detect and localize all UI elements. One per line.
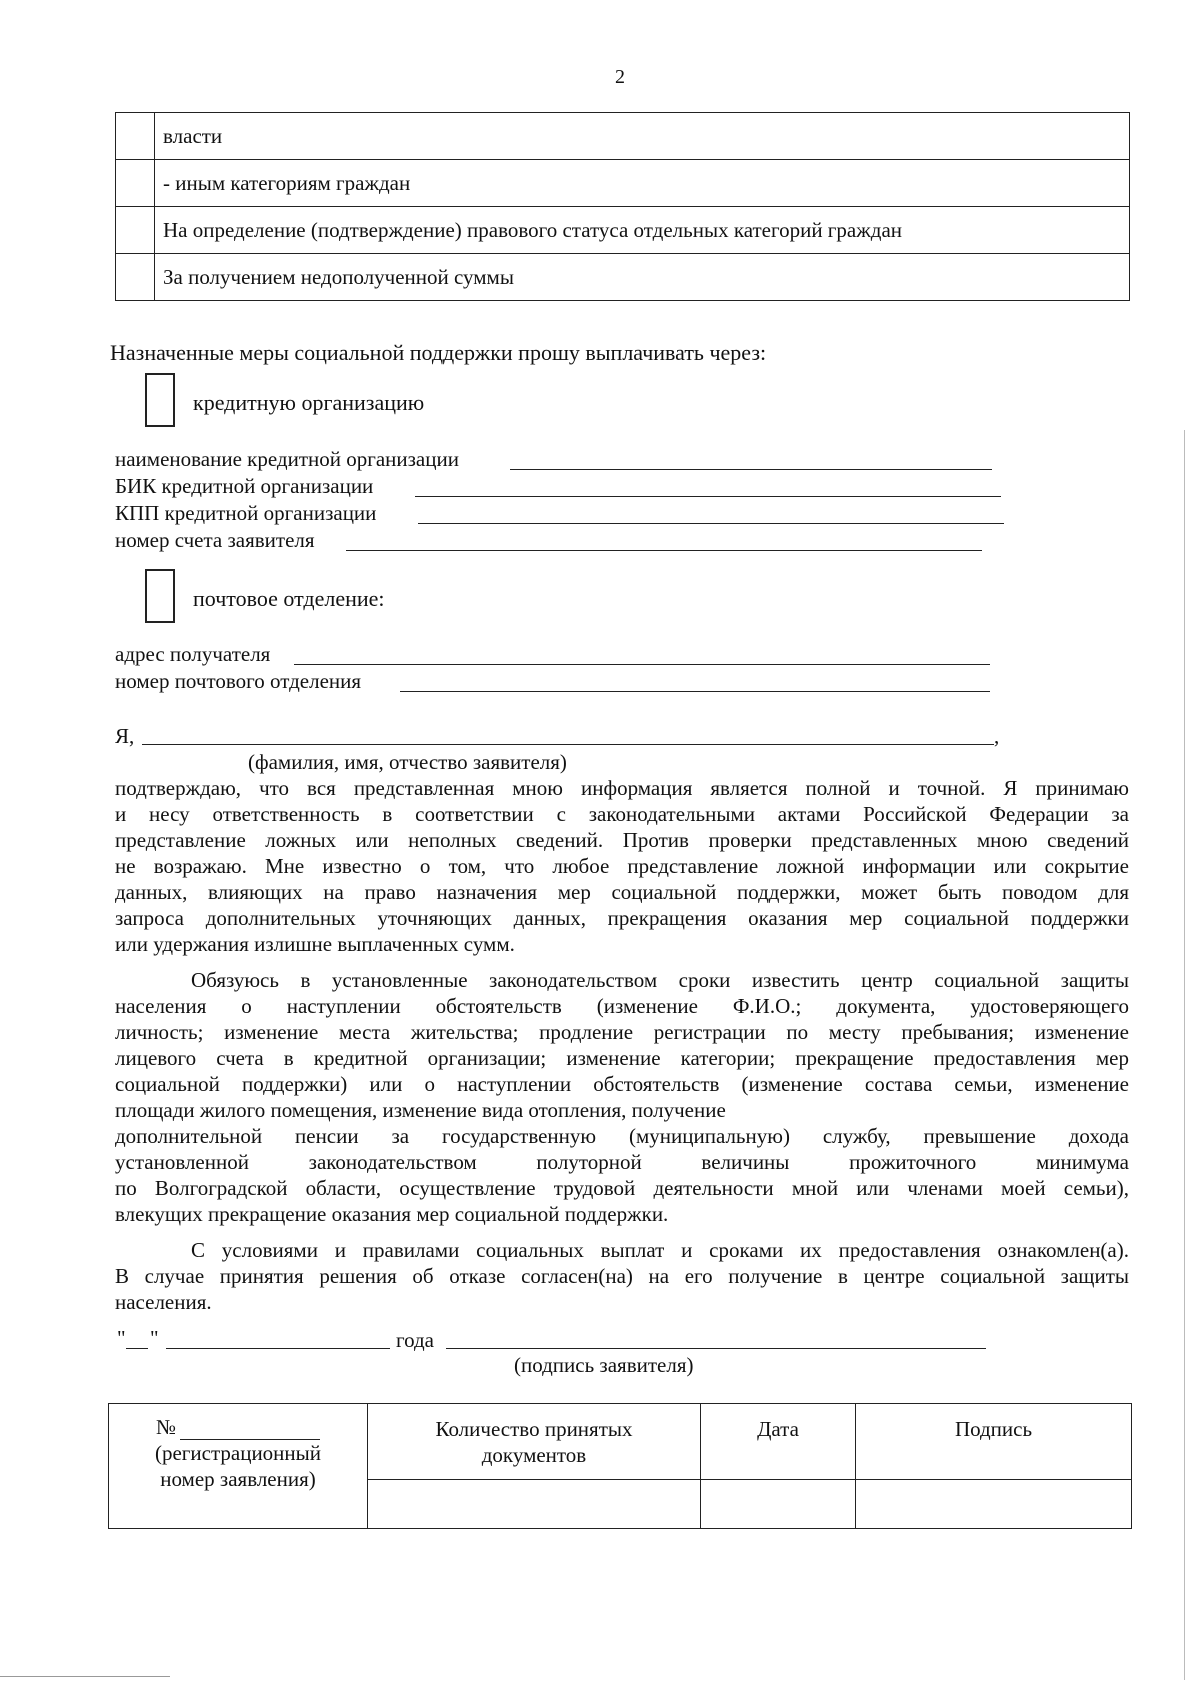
category-text: На определение (подтверждение) правового статуса отдельных категорий граждан [155, 207, 1130, 254]
registration-number-line [109, 1414, 367, 1440]
post-office-field[interactable] [400, 669, 990, 692]
year-word: года [396, 1328, 434, 1352]
conditions-paragraph-first-line: С условиями и правилами социальных выплат и сроками их предоставления ознакомлен(а). [191, 1238, 1129, 1262]
scan-bottom-line [0, 1676, 170, 1677]
address-label: адрес получателя [115, 642, 271, 666]
checkbox-cell[interactable] [116, 254, 155, 301]
signature-cell[interactable] [856, 1480, 1132, 1529]
declaration-i: Я, [115, 724, 135, 748]
category-table [115, 112, 1130, 301]
signature-caption: (подпись заявителя) [514, 1353, 694, 1377]
post-checkbox[interactable] [145, 569, 175, 623]
page-number: 2 [615, 66, 625, 88]
fio-field[interactable] [142, 722, 994, 745]
docs-count-cell[interactable] [368, 1480, 701, 1529]
table-row [116, 160, 1130, 207]
docs-count-header: Количество принятых документов [368, 1404, 701, 1480]
obligation-paragraph-first-line: Обязуюсь в установленные законодательством сроки известить центр социальной защиты [191, 968, 1129, 992]
registration-caption: (регистрационный номер заявления) [154, 1441, 322, 1491]
date-day-field[interactable] [126, 1326, 148, 1349]
table-row [116, 207, 1130, 254]
number-sign: № [155, 1415, 177, 1439]
signature-header: Подпись [856, 1404, 1132, 1480]
category-text: - иным категориям граждан [155, 160, 1130, 207]
checkbox-cell[interactable] [116, 160, 155, 207]
table-row [116, 254, 1130, 301]
declaration-comma: , [994, 724, 1000, 748]
conditions-paragraph: В случае принятия решения об отказе согласен(на) на его получение в центре социальной защиты населения. [115, 1264, 1129, 1314]
declaration-paragraph: подтверждаю, что вся представленная мною информация является полной и точной. Я принимаю и несу ответственность в соответствии с законодательными актами Российской Федерации за представление ложных или неполных сведений. Против проверки представленных мною сведений не возражаю. Мне известно о том, что любое представление ложной информации или сокрытие данных, влияющих на право назначения мер социальной поддержки, может быть поводом для запроса дополнительных уточняющих данных, прекращения оказания мер социальной поддержки или удержания излишне выплаченных сумм. [115, 776, 1129, 956]
category-text: власти [155, 113, 1130, 160]
table-row [116, 113, 1130, 160]
scan-edge-line [1184, 430, 1185, 1680]
fio-caption: (фамилия, имя, отчество заявителя) [248, 750, 567, 774]
post-office-label: номер почтового отделения [115, 669, 362, 693]
bank-option-label: кредитную организацию [193, 390, 425, 415]
category-text: За получением недополученной суммы [155, 254, 1130, 301]
account-field[interactable] [346, 528, 982, 551]
checkbox-cell[interactable] [116, 113, 155, 160]
date-quote-close: " [150, 1326, 159, 1350]
signature-field[interactable] [446, 1326, 986, 1349]
checkbox-cell[interactable] [116, 207, 155, 254]
bik-field[interactable] [415, 474, 1001, 497]
registration-number-cell [109, 1404, 368, 1529]
address-field[interactable] [294, 642, 990, 665]
obligation-paragraph: населения о наступлении обстоятельств (изменение Ф.И.О.; документа, удостоверяющего личность; изменение места жительства; продление регистрации по месту пребывания; изменение лицевого счета в кредитной организации; изменение категории; прекращение предоставления мер социальной поддержки) или о наступлении обстоятельств (изменение состава семьи, изменение площади жилого помещения, изменение вида отопления, получение дополнительной пенсии за государственную (муниципальную) службу, превышение дохода установленной законодательством полуторной величины прожиточного минимума по Волгоградской области, осуществление трудовой деятельности мной или членами моей семьи), влекущих прекращение оказания мер социальной поддержки. [115, 994, 1129, 1226]
date-quote-open: " [117, 1326, 126, 1350]
bank-name-field[interactable] [510, 447, 992, 470]
post-option-label: почтовое отделение: [193, 586, 385, 611]
registration-number-field[interactable] [180, 1417, 320, 1440]
date-month-field[interactable] [166, 1326, 390, 1349]
account-label: номер счета заявителя [115, 528, 315, 552]
date-header: Дата [701, 1404, 856, 1480]
bank-name-label: наименование кредитной организации [115, 447, 459, 471]
table-row [109, 1404, 1132, 1480]
bik-label: БИК кредитной организации [115, 474, 374, 498]
payment-intro: Назначенные меры социальной поддержки прошу выплачивать через: [110, 340, 767, 365]
bank-checkbox[interactable] [145, 373, 175, 427]
registration-table [108, 1403, 1132, 1529]
date-cell[interactable] [701, 1480, 856, 1529]
kpp-label: КПП кредитной организации [115, 501, 377, 525]
kpp-field[interactable] [418, 501, 1004, 524]
